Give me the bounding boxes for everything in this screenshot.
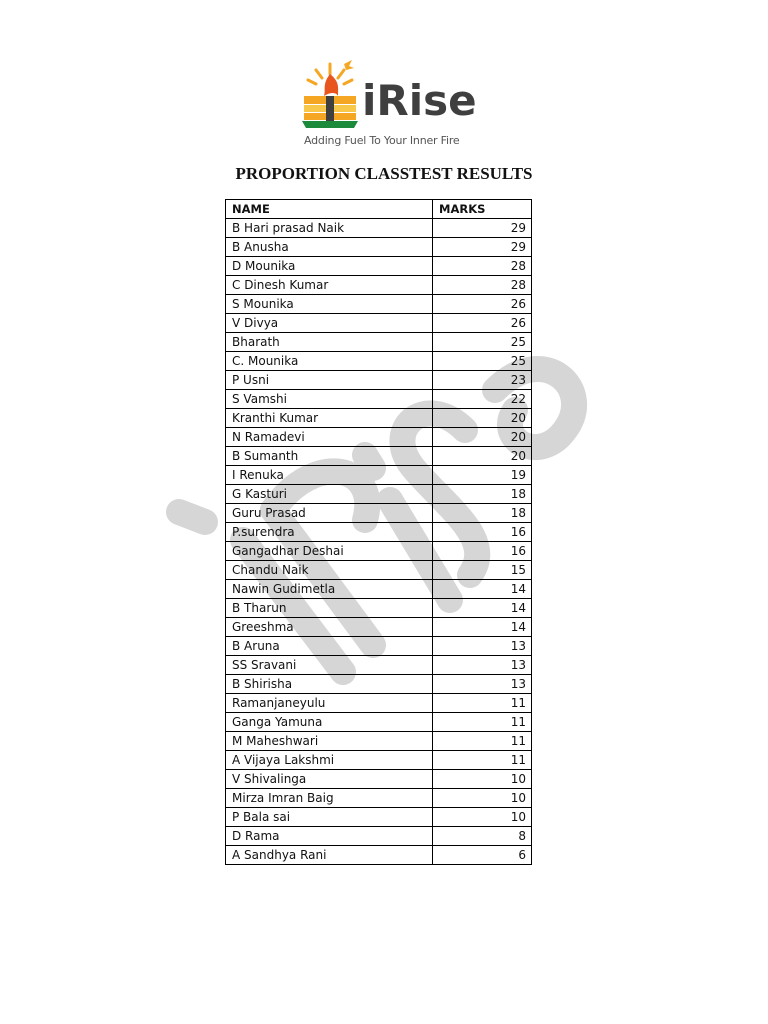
student-marks: 13 (433, 637, 532, 656)
student-name: Guru Prasad (226, 504, 433, 523)
table-row (226, 618, 532, 637)
student-name: Ramanjaneyulu (226, 694, 433, 713)
student-name: SS Sravani (226, 656, 433, 675)
student-name: Gangadhar Deshai (226, 542, 433, 561)
table-row (226, 751, 532, 770)
table-row (226, 770, 532, 789)
student-name: B Hari prasad Naik (226, 219, 433, 238)
results-table (225, 199, 532, 865)
student-marks: 29 (433, 219, 532, 238)
table-row (226, 713, 532, 732)
student-marks: 13 (433, 675, 532, 694)
table-row (226, 637, 532, 656)
student-marks: 15 (433, 561, 532, 580)
table-row (226, 485, 532, 504)
table-row (226, 523, 532, 542)
table-row (226, 276, 532, 295)
student-name: B Shirisha (226, 675, 433, 694)
student-name: Greeshma (226, 618, 433, 637)
student-marks: 10 (433, 770, 532, 789)
student-name: B Aruna (226, 637, 433, 656)
student-marks: 25 (433, 352, 532, 371)
column-header-name: NAME (226, 200, 433, 219)
table-row (226, 371, 532, 390)
student-marks: 11 (433, 694, 532, 713)
student-marks: 20 (433, 428, 532, 447)
student-name: Ganga Yamuna (226, 713, 433, 732)
student-name: G Kasturi (226, 485, 433, 504)
table-header-row (226, 200, 532, 219)
table-row (226, 789, 532, 808)
column-header-marks: MARKS (433, 200, 532, 219)
table-row (226, 656, 532, 675)
student-marks: 19 (433, 466, 532, 485)
student-marks: 25 (433, 333, 532, 352)
student-marks: 29 (433, 238, 532, 257)
table-row (226, 314, 532, 333)
student-marks: 14 (433, 618, 532, 637)
student-marks: 11 (433, 751, 532, 770)
student-marks: 28 (433, 257, 532, 276)
table-row (226, 675, 532, 694)
student-marks: 23 (433, 371, 532, 390)
student-marks: 11 (433, 732, 532, 751)
table-row (226, 295, 532, 314)
table-row (226, 447, 532, 466)
student-name: A Vijaya Lakshmi (226, 751, 433, 770)
student-name: P Bala sai (226, 808, 433, 827)
student-name: C Dinesh Kumar (226, 276, 433, 295)
table-row (226, 352, 532, 371)
student-name: I Renuka (226, 466, 433, 485)
table-row (226, 599, 532, 618)
student-marks: 10 (433, 808, 532, 827)
student-marks: 28 (433, 276, 532, 295)
student-name: Mirza Imran Baig (226, 789, 433, 808)
student-marks: 22 (433, 390, 532, 409)
logo-tagline: Adding Fuel To Your Inner Fire (304, 134, 460, 147)
table-row (226, 390, 532, 409)
table-row (226, 808, 532, 827)
student-marks: 13 (433, 656, 532, 675)
table-row (226, 504, 532, 523)
page-title: PROPORTION CLASSTEST RESULTS (235, 164, 533, 183)
table-row (226, 827, 532, 846)
student-name: D Mounika (226, 257, 433, 276)
student-marks: 18 (433, 504, 532, 523)
student-marks: 10 (433, 789, 532, 808)
student-name: S Mounika (226, 295, 433, 314)
student-name: V Shivalinga (226, 770, 433, 789)
student-marks: 14 (433, 599, 532, 618)
student-name: B Anusha (226, 238, 433, 257)
student-name: Chandu Naik (226, 561, 433, 580)
table-row (226, 428, 532, 447)
student-name: Bharath (226, 333, 433, 352)
student-marks: 26 (433, 314, 532, 333)
table-row (226, 238, 532, 257)
student-name: V Divya (226, 314, 433, 333)
table-row (226, 732, 532, 751)
table-body (226, 219, 532, 865)
student-name: B Sumanth (226, 447, 433, 466)
student-marks: 11 (433, 713, 532, 732)
table-row (226, 846, 532, 865)
student-name: D Rama (226, 827, 433, 846)
student-name: Kranthi Kumar (226, 409, 433, 428)
student-name: C. Mounika (226, 352, 433, 371)
student-name: S Vamshi (226, 390, 433, 409)
student-name: A Sandhya Rani (226, 846, 433, 865)
student-marks: 16 (433, 523, 532, 542)
student-name: N Ramadevi (226, 428, 433, 447)
logo-brand-text: iRise (362, 76, 477, 125)
irise-logo (300, 58, 475, 154)
flame-book-icon (300, 58, 364, 130)
table-row (226, 219, 532, 238)
student-marks: 14 (433, 580, 532, 599)
table-row (226, 694, 532, 713)
student-name: P Usni (226, 371, 433, 390)
student-marks: 18 (433, 485, 532, 504)
table-row (226, 466, 532, 485)
table-row (226, 580, 532, 599)
student-marks: 20 (433, 409, 532, 428)
student-name: M Maheshwari (226, 732, 433, 751)
student-name: Nawin Gudimetla (226, 580, 433, 599)
table-row (226, 561, 532, 580)
student-name: P.surendra (226, 523, 433, 542)
table-row (226, 333, 532, 352)
table-row (226, 542, 532, 561)
table-row (226, 409, 532, 428)
student-name: B Tharun (226, 599, 433, 618)
student-marks: 26 (433, 295, 532, 314)
student-marks: 16 (433, 542, 532, 561)
table-row (226, 257, 532, 276)
student-marks: 6 (433, 846, 532, 865)
student-marks: 20 (433, 447, 532, 466)
student-marks: 8 (433, 827, 532, 846)
